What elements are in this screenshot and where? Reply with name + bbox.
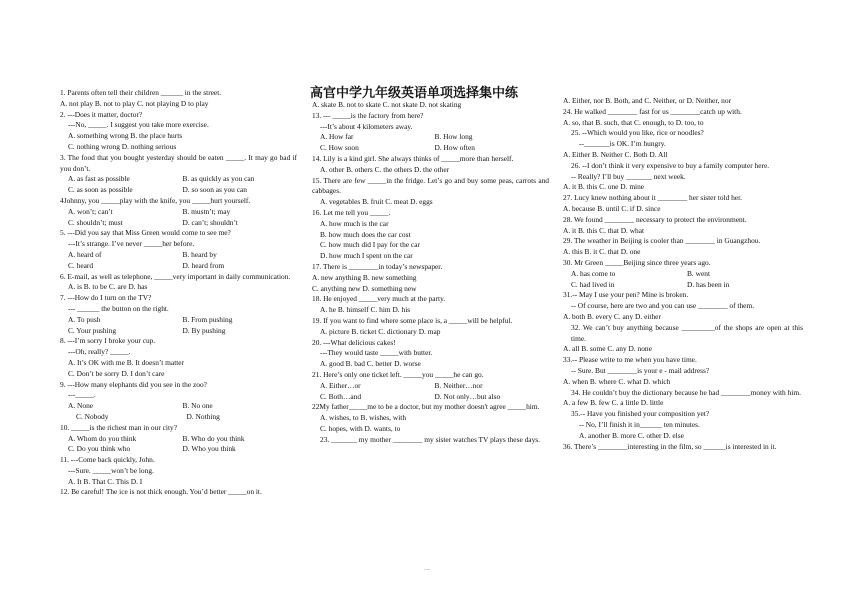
question-line: A. he B. himself C. him D. his	[320, 305, 411, 315]
question-line: 17. There is ________in today’s newspaper.	[312, 261, 443, 271]
question-line: A. wishes, to B. wishes, with	[320, 413, 407, 423]
option-text: C. heard	[68, 260, 94, 270]
question-line: 4Johnny, you _____play with the knife, you _____hurt yourself.	[60, 195, 251, 205]
question-line: A. picture B. ticket C. dictionary D. map	[320, 326, 441, 336]
question-line: 25. --Which would you like, rice or noodles?	[571, 128, 704, 138]
question-line: C. how much did I pay for the car	[320, 240, 420, 250]
question-line: 33.-- Please write to me when you have time.	[563, 355, 697, 365]
page-number: 一	[424, 567, 431, 574]
option-text: B. How long	[434, 132, 473, 142]
question-line: ---It’s about 4 kilometers away.	[320, 121, 413, 131]
question-line: 13. --- _____is the factory from here?	[312, 110, 424, 120]
question-line: 12. Be careful! The ice is not thick enough. You’d better _____on it.	[60, 487, 262, 497]
question-line: 20. ---What delicious cakes!	[312, 337, 396, 347]
question-line: A. not play B. not to play C. not playing D to play	[60, 98, 209, 108]
question-line: A. new anything B. new something	[312, 272, 417, 282]
question-line: 22My father_____me to be a doctor, but my mother doesn't agree _____him.	[312, 402, 540, 412]
question-line: 5. ---Did you say that Miss Green would come to see me?	[60, 228, 231, 238]
option-text: C. Do you think who	[68, 444, 131, 454]
question-line: 27. Lucy knew nothing about it ________ her sister told her.	[563, 193, 742, 203]
option-text: A. won’t; can’t	[68, 206, 113, 216]
option-row	[60, 412, 297, 423]
question-line: C. hopes, with D. wants, to	[320, 423, 401, 433]
option-text: D. can’t; shouldn’t	[182, 217, 238, 227]
question-line: A. a few B. few C. a little D. little	[563, 398, 664, 408]
option-text: B. went	[687, 268, 710, 278]
option-text: B. No one	[182, 401, 213, 411]
question-line: 26. --I don’t think it very expensive to buy a family computer here.	[571, 160, 770, 170]
option-text: B. as quickly as you can	[182, 174, 255, 184]
option-text: A. Either…or	[320, 380, 361, 390]
option-row	[312, 381, 549, 392]
option-text: A. How far	[320, 132, 354, 142]
question-line: A. when B. where C. what D. which	[563, 376, 671, 386]
question-line: 19. If you want to find where some place is, a _____will be helpful.	[312, 315, 513, 325]
option-text: C. How soon	[320, 143, 359, 153]
question-line: D. how much I spent on the car	[320, 251, 413, 261]
question-line: A. It B. That C. This D. I	[68, 476, 143, 486]
question-line: 24. He walked ________ fast for us ________catch up with.	[563, 106, 742, 116]
question-line: 18. He enjoyed _____very much at the party.	[312, 294, 446, 304]
question-line: 30. Mr Green _____Beijing since three years ago.	[563, 257, 711, 267]
option-text: D. Not only…but also	[434, 391, 501, 401]
question-line: 35.-- Have you finished your composition yet?	[571, 409, 710, 419]
question-line: A. all B. some C. any D. none	[563, 344, 652, 354]
question-line: A. It’s OK with me B. It doesn’t matter	[68, 357, 185, 367]
question-line: ---No, _____. I suggest you take more exercise.	[68, 120, 209, 130]
option-row	[60, 261, 297, 272]
question-line: A. because B. until C. if D. since	[563, 203, 661, 213]
option-row	[60, 315, 297, 326]
option-row	[60, 434, 297, 445]
question-line: 3. The food that you bought yesterday should be eaten _____. It may go bad if you don’t.	[60, 152, 297, 173]
question-column-3	[563, 96, 803, 452]
question-line: A. skate B. not to skate C. not skate D. not skating	[312, 100, 462, 109]
option-row	[563, 280, 803, 291]
question-line: C. nothing wrong D. nothing serious	[68, 141, 177, 151]
question-line: --_______is OK. I’m hungry.	[579, 139, 666, 149]
question-line: A. another B. more C. other D. else	[579, 430, 684, 440]
question-line: ---It’s strange. I’ve never _____her before.	[68, 239, 195, 249]
question-line: A. this B. it C. that D. one	[563, 247, 641, 257]
question-line: ---Oh, really? _____.	[68, 347, 131, 357]
option-text: A. To push	[68, 314, 101, 324]
option-text: B. heard by	[182, 249, 217, 259]
page-title: 高官中学九年级英语单项选择集中练	[310, 86, 519, 101]
question-line: ---They would taste _____with butter.	[320, 348, 433, 358]
question-line: C. Don’t be sorry D. I don’t care	[68, 368, 165, 378]
option-row	[60, 401, 297, 412]
question-line: A. vegetables B. fruit C. meat D. eggs	[320, 197, 433, 207]
question-line: A. it B. this C. that D. what	[563, 225, 645, 235]
option-row	[60, 250, 297, 261]
question-line: 8. ---I’m sorry I broke your cup.	[60, 336, 156, 346]
option-row	[312, 143, 549, 154]
option-row	[312, 392, 549, 403]
question-line: 15. There are few _____in the fridge. Let’s go and buy some peas, carrots and cabbages.	[312, 175, 549, 196]
option-row	[60, 174, 297, 185]
option-text: C. shouldn’t; must	[68, 217, 123, 227]
option-row	[60, 185, 297, 196]
question-line: 31.-- May I use your pen? Mine is broken.	[563, 290, 689, 300]
question-line: 7. ---How do I turn on the TV?	[60, 293, 152, 303]
question-line: --- ______ the button on the right.	[68, 303, 169, 313]
question-line: 2. ---Does it matter, doctor?	[60, 109, 143, 119]
option-text: C. Your pushing	[68, 325, 117, 335]
question-line: 10. _____is the richest man in our city?	[60, 422, 177, 432]
question-line: 16. Let me tell you _____.	[312, 207, 391, 217]
option-text: A. Whom do you think	[68, 433, 137, 443]
question-line: A. something wrong B. the place hurts	[68, 131, 183, 141]
question-line: -- No, I’ll finish it in______ ten minutes.	[579, 419, 700, 429]
question-line: A. is B. to be C. are D. has	[68, 282, 148, 292]
question-line: ---_____.	[68, 390, 96, 400]
question-line: 32. We can’t buy anything because _________of the shops are open at this time.	[571, 322, 803, 343]
question-line: A. Either, nor B. Both, and C. Neither, or D. Neither, nor	[563, 96, 732, 105]
option-text: D. heard from	[182, 260, 225, 270]
option-row	[60, 444, 297, 455]
option-text: A. None	[68, 401, 94, 411]
option-row	[60, 218, 297, 229]
option-row	[60, 207, 297, 218]
option-row	[60, 326, 297, 337]
option-text: B. From pushing	[182, 314, 233, 324]
question-line: -- Of course, here are two and you can use ________ of them.	[571, 301, 755, 311]
option-text: D. How often	[434, 143, 475, 153]
option-text: D. so soon as you can	[182, 185, 247, 195]
option-row	[563, 269, 803, 280]
option-text: C. Both…and	[320, 391, 362, 401]
question-line: C. anything new D. something new	[312, 283, 417, 293]
option-text: B. Who do you think	[182, 433, 245, 443]
option-text: D. Who you think	[182, 444, 236, 454]
question-line: 9. ---How many elephants did you see in the zoo?	[60, 379, 207, 389]
question-line: A. good B. bad C. better D. worse	[320, 359, 421, 369]
option-text: B. Neither…nor	[434, 380, 483, 390]
question-line: 28. We found ________ necessary to protect the environment.	[563, 214, 747, 224]
option-text: D. Nothing	[186, 411, 220, 421]
question-line: B. how much does the car cost	[320, 229, 411, 239]
question-line: 36. There’s ________interesting in the film, so ______is interested in it.	[563, 441, 777, 451]
option-text: C. as soon as possible	[68, 185, 133, 195]
question-line: -- Sure. But ________is your e - mail address?	[571, 365, 710, 375]
option-row	[312, 132, 549, 143]
option-text: D. has been in	[687, 279, 730, 289]
question-line: -- Really? I’ll buy _______ next week.	[571, 171, 686, 181]
question-line: 29. The weather in Beijing is cooler than ________ in Guangzhou.	[563, 236, 761, 246]
option-text: C. Nobody	[76, 411, 109, 421]
option-text: D. By pushing	[182, 325, 226, 335]
question-line: A. how much is the car	[320, 218, 389, 228]
question-line: 6. E-mail, as well as telephone, _____very important in daily communication.	[60, 271, 291, 281]
question-line: 11. ---Come back quickly, John.	[60, 455, 155, 465]
question-line: A. Either B. Neither C. Both D. All	[563, 149, 668, 159]
question-column-1	[60, 88, 297, 498]
question-column-2	[312, 100, 549, 446]
question-line: A. both B. every C. any D. either	[563, 311, 661, 321]
question-line: 23. _______ my mother ________ my sister watches TV plays these days.	[320, 434, 540, 444]
question-line: A. so, that B. such, that C. enough, to D. too, to	[563, 117, 704, 127]
question-line: 14. Lily is a kind girl. She always thinks of _____more than herself.	[312, 153, 514, 163]
option-text: A. has come to	[571, 268, 616, 278]
question-line: 34. He couldn’t buy the dictionary because he had ________money with him.	[571, 387, 801, 397]
option-text: C. had lived in	[571, 279, 615, 289]
option-text: B. mustn’t; may	[182, 206, 231, 216]
option-text: A. as fast as possible	[68, 174, 130, 184]
question-line: 21. Here’s only one ticket left. _____you _____he can go.	[312, 369, 484, 379]
question-line: 1. Parents often tell their children ______ in the street.	[60, 88, 222, 97]
question-line: A. it B. this C. one D. mine	[563, 182, 645, 192]
option-text: A. heard of	[68, 249, 102, 259]
question-line: ---Sure. _____won’t be long.	[68, 465, 154, 475]
question-line: A. other B. others C. the others D. the other	[320, 164, 450, 174]
